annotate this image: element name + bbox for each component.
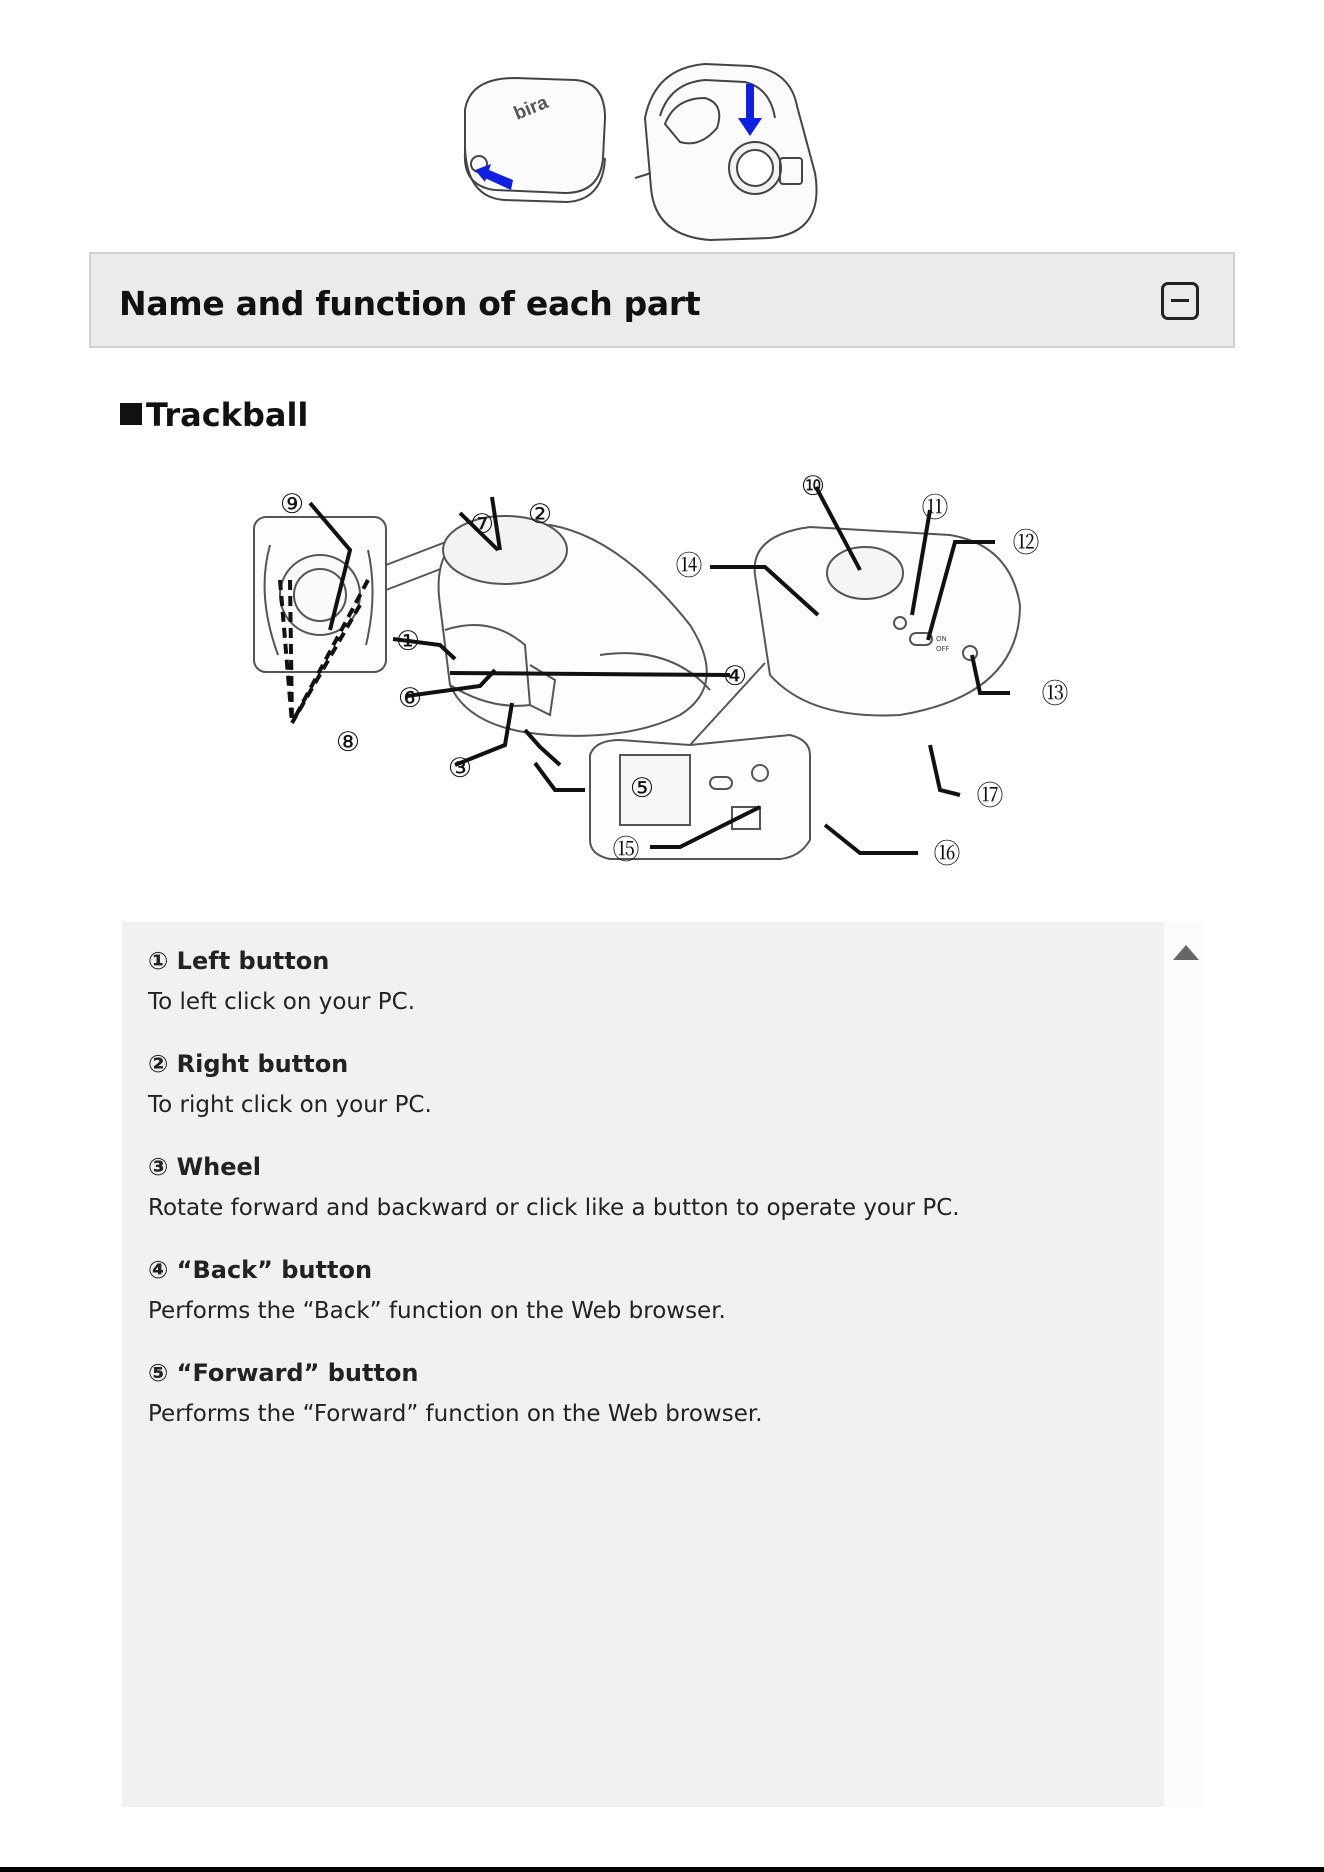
scrollbar[interactable] xyxy=(1164,922,1204,1807)
scroll-up-arrow-icon[interactable] xyxy=(1173,945,1199,960)
part-title: ④ “Back” button xyxy=(148,1256,373,1284)
callout-17: ⑰ xyxy=(976,781,1004,812)
part-title: ③ Wheel xyxy=(148,1153,262,1181)
part-item xyxy=(148,947,415,1015)
part-item xyxy=(148,1153,960,1221)
section-header xyxy=(89,252,1235,348)
callout-14: ⑭ xyxy=(675,551,703,582)
part-description: Performs the “Forward” function on the Web browser. xyxy=(148,1401,763,1427)
callout-5: ⑤ xyxy=(629,773,655,804)
part-title: ⑤ “Forward” button xyxy=(148,1359,419,1387)
subsection-title-text: Trackball xyxy=(146,396,309,434)
part-description: Performs the “Back” function on the Web browser. xyxy=(148,1298,726,1324)
part-description: To right click on your PC. xyxy=(148,1092,432,1118)
part-description: Rotate forward and backward or click like a button to operate your PC. xyxy=(148,1195,960,1221)
case-logo: bira xyxy=(511,92,552,125)
subsection-title xyxy=(120,396,308,434)
callout-9: ⑨ xyxy=(279,489,305,520)
callout-3: ③ xyxy=(447,753,473,784)
callout-2: ② xyxy=(527,499,553,530)
callout-15: ⑮ xyxy=(612,835,640,866)
callout-8: ⑧ xyxy=(335,727,361,758)
switch-off-label: OFF xyxy=(936,645,950,653)
carrying-case-illustration xyxy=(455,58,875,244)
callout-4: ④ xyxy=(722,661,748,692)
part-item xyxy=(148,1050,432,1118)
part-item xyxy=(148,1256,726,1324)
trackball-parts-diagram xyxy=(250,455,1080,875)
callout-7: ⑦ xyxy=(469,509,495,540)
callout-1: ① xyxy=(395,626,421,657)
section-title: Name and function of each part xyxy=(119,284,701,323)
part-title: ② Right button xyxy=(148,1050,349,1078)
part-description: To left click on your PC. xyxy=(148,989,416,1015)
callout-6: ⑥ xyxy=(397,683,423,714)
callout-10: ⑩ xyxy=(800,471,826,502)
square-bullet-icon xyxy=(120,403,142,425)
switch-on-label: ON xyxy=(936,635,947,643)
part-item xyxy=(148,1359,763,1427)
bottom-divider xyxy=(0,1867,1324,1872)
collapse-section-button[interactable] xyxy=(1161,282,1199,320)
callout-16: ⑯ xyxy=(933,839,961,870)
callout-11: ⑪ xyxy=(921,493,949,524)
callout-13: ⑬ xyxy=(1041,679,1069,710)
part-title: ① Left button xyxy=(148,947,330,975)
callout-12: ⑫ xyxy=(1012,528,1040,559)
parts-description-panel xyxy=(122,922,1164,1807)
